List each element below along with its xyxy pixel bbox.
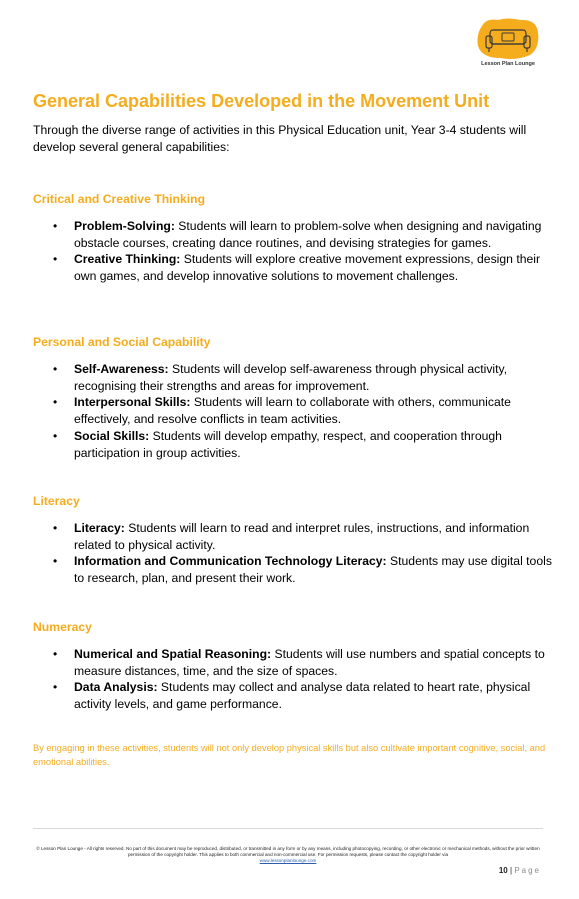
page-word: Page xyxy=(514,866,541,875)
closing-paragraph: By engaging in these activities, students will not only develop physical skills but also cultivate important cognitive, social, and emotional abilities. xyxy=(33,743,546,767)
bullet-icon: • xyxy=(53,680,58,695)
item-term: Numerical and Spatial Reasoning: xyxy=(74,647,272,661)
bullet-icon: • xyxy=(53,219,58,233)
bullet-icon: • xyxy=(53,252,58,267)
item-text: Students may collect and analyse data related to heart rate, physical activity levels, and game performance. xyxy=(74,680,531,712)
lesson-plan-lounge-logo xyxy=(472,18,544,72)
section-heading: Numeracy xyxy=(33,620,92,634)
list-item xyxy=(33,251,553,284)
bullet-icon: • xyxy=(53,428,58,443)
bullet-icon: • xyxy=(53,395,58,410)
item-text: Students will use numbers and spatial concepts to measure distances, time, and the size of spaces. xyxy=(74,647,545,678)
list-item xyxy=(33,361,553,394)
item-term: Social Skills: xyxy=(74,428,150,443)
bullet-list xyxy=(33,646,553,713)
item-text: Students may use digital tools to research, plan, and present their work. xyxy=(74,554,552,586)
bullet-icon: • xyxy=(53,521,58,535)
item-term: Interpersonal Skills: xyxy=(74,395,191,410)
item-term: Self-Awareness: xyxy=(74,362,169,376)
bullet-icon: • xyxy=(53,554,58,569)
section-personal-social-capability xyxy=(33,334,553,461)
footer-divider xyxy=(33,828,543,829)
section-numeracy xyxy=(33,619,553,713)
section-heading: Literacy xyxy=(33,494,80,508)
section-heading: Critical and Creative Thinking xyxy=(33,192,206,206)
item-text: Students will learn to collaborate with others, communicate effectively, and resolve conflicts in team activities. xyxy=(74,395,511,427)
item-term: Information and Communication Technology Literacy: xyxy=(74,554,387,569)
section-critical-creative-thinking xyxy=(33,191,553,285)
page-number xyxy=(499,866,541,875)
item-term: Problem-Solving: xyxy=(74,219,175,233)
item-text: Students will learn to problem-solve when designing and navigating obstacle courses, creating dance routines, and devising strategies for games. xyxy=(74,219,542,250)
list-item xyxy=(33,646,553,679)
list-item xyxy=(33,679,553,712)
item-text: Students will learn to read and interpret rules, instructions, and information related to physical activity. xyxy=(74,521,530,552)
item-text: Students will develop self-awareness through physical activity, recognising their strengths and areas for improvement. xyxy=(74,362,508,393)
section-heading: Personal and Social Capability xyxy=(33,335,211,349)
item-text: Students will explore creative movement expressions, design their own games, and develop innovative solutions to movement challenges. xyxy=(74,252,541,284)
sofa-logo-icon xyxy=(476,18,540,60)
item-term: Creative Thinking: xyxy=(74,252,181,267)
bullet-list xyxy=(33,520,553,587)
page-number-value: 10 xyxy=(498,866,508,875)
item-term: Literacy: xyxy=(74,521,125,535)
section-literacy xyxy=(33,493,553,587)
footer-copyright xyxy=(33,846,543,864)
page-separator: | xyxy=(510,866,513,875)
intro-paragraph: Through the diverse range of activities in this Physical Education unit, Year 3-4 students will develop several general capabilities: xyxy=(33,123,527,154)
website-link[interactable]: www.lessonplanlounge.com xyxy=(259,858,317,863)
bullet-icon: • xyxy=(53,647,58,661)
list-item xyxy=(33,394,553,427)
bullet-list xyxy=(33,361,553,461)
list-item xyxy=(33,218,553,251)
item-text: Students will develop empathy, respect, and cooperation through participation in group activities. xyxy=(74,428,502,460)
copyright-text: © Lesson Plan Lounge - All rights reserved. No part of this document may be reproduced, distributed, or transmitted in any form or by any means, including photocopying, recording, or other electronic or mechanical methods, without the prior written permission of the copyright holder. This applies to both commercial and non-commercial use. For permission requests, please contact the copyright holder via xyxy=(36,846,540,857)
page-title: General Capabilities Developed in the Movement Unit xyxy=(33,91,490,111)
bullet-icon: • xyxy=(53,362,58,376)
list-item xyxy=(33,553,553,586)
list-item xyxy=(33,520,553,553)
logo-text: Lesson Plan Lounge xyxy=(481,61,535,67)
list-item xyxy=(33,428,553,461)
item-term: Data Analysis: xyxy=(74,680,158,695)
bullet-list xyxy=(33,218,553,285)
